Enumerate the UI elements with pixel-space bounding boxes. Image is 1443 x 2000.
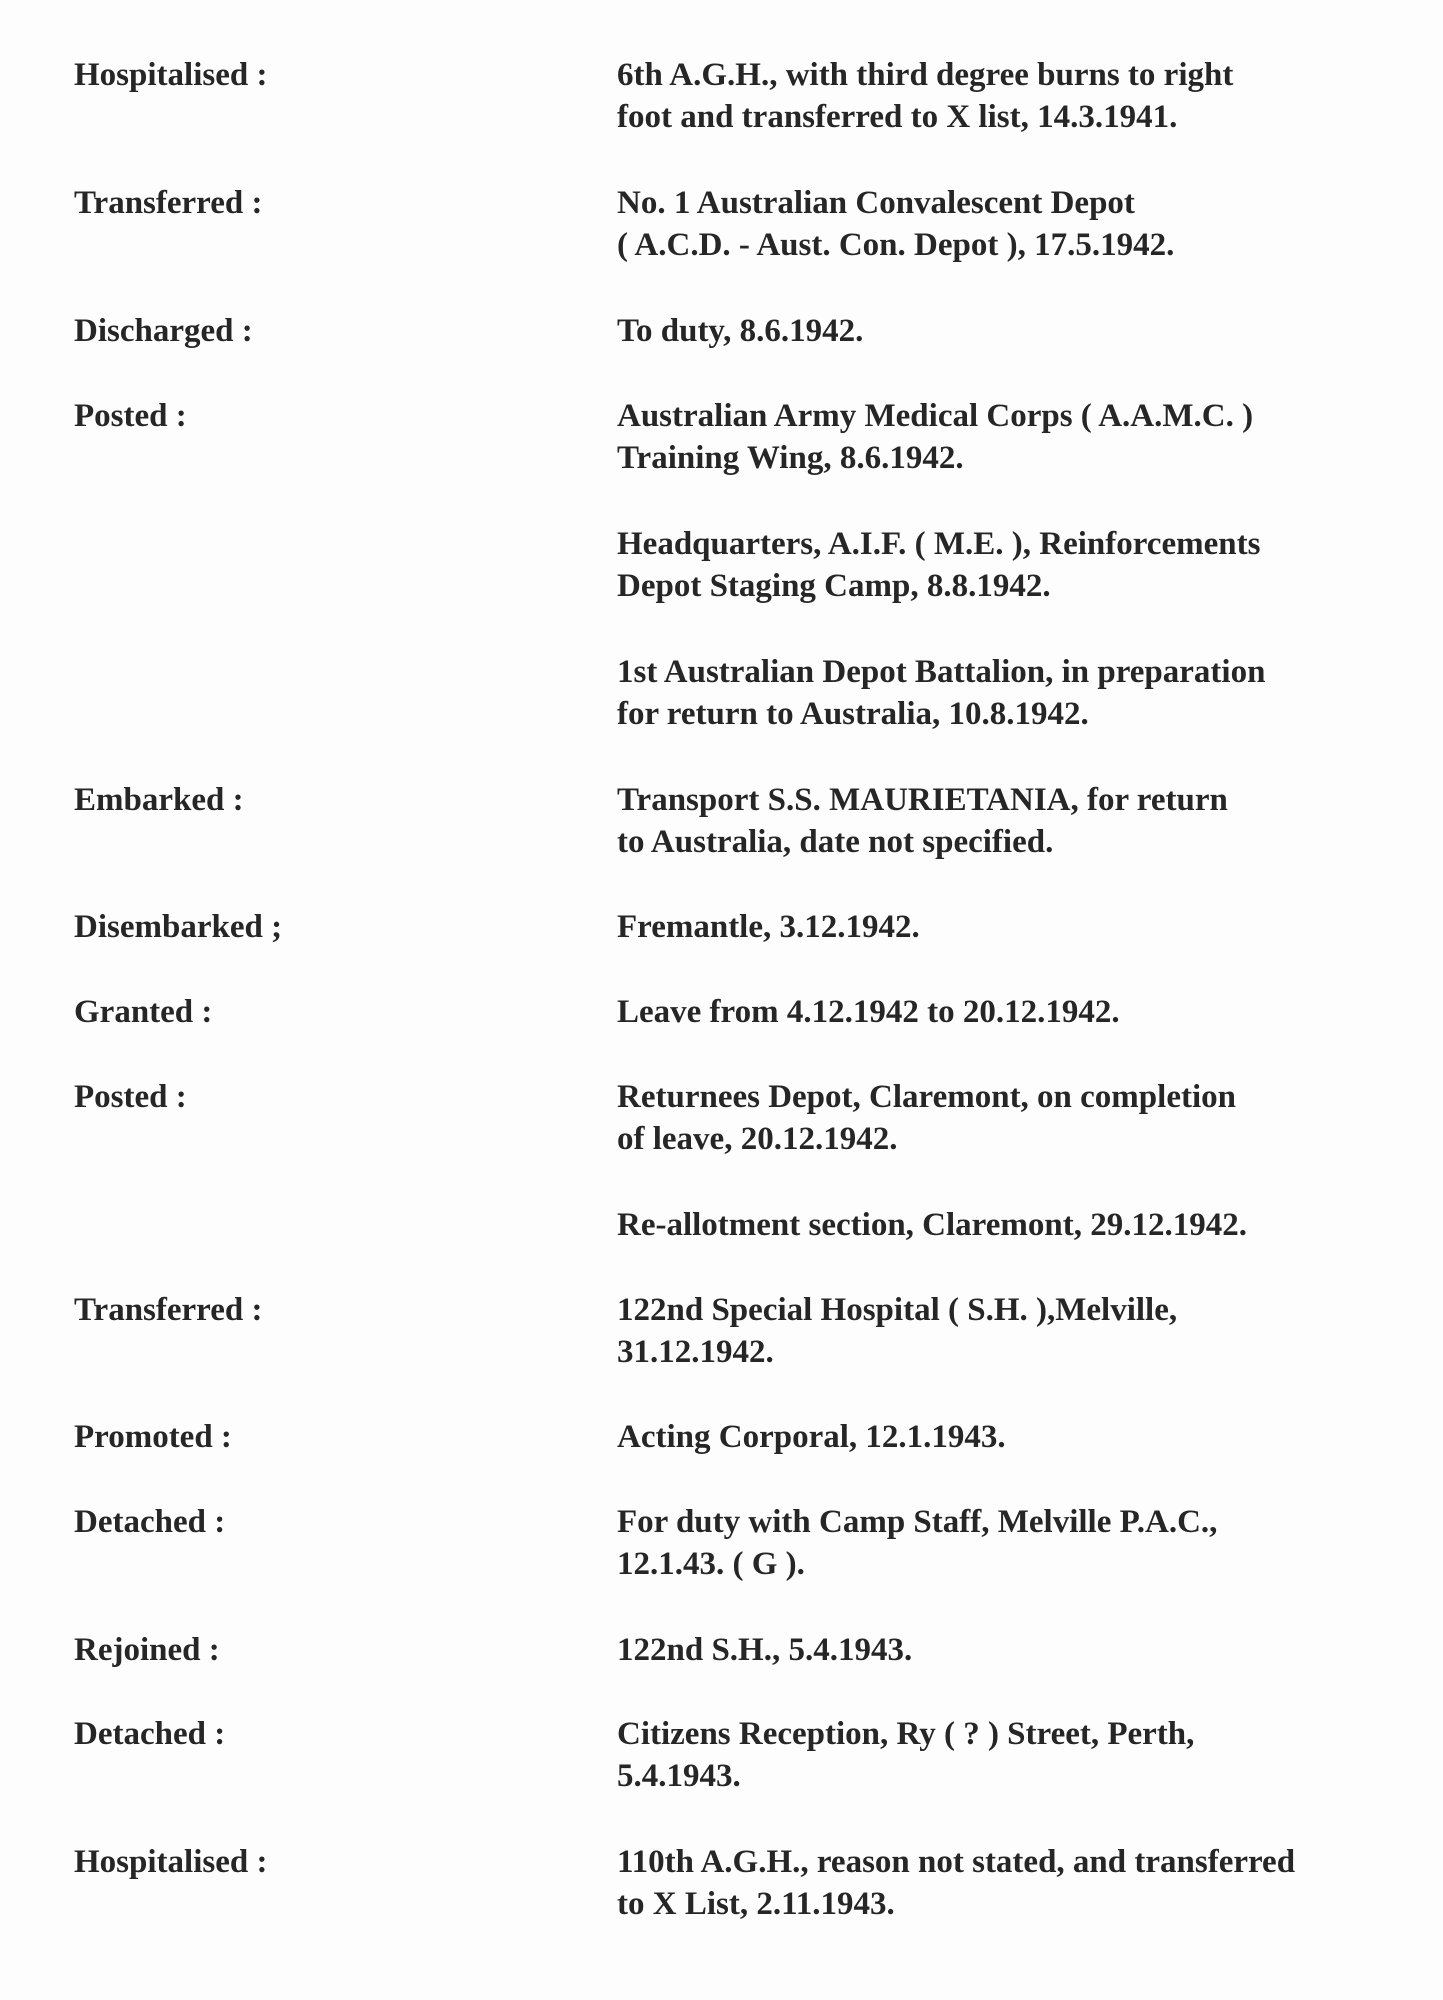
entry-detail-line: to Australia, date not specified. — [617, 824, 1054, 860]
entry-label: Posted : — [74, 1079, 187, 1115]
entry-label: Hospitalised : — [74, 57, 268, 93]
entry-detail-line: Citizens Reception, Ry ( ? ) Street, Perth, — [617, 1716, 1195, 1752]
entry-label: Granted : — [74, 994, 213, 1030]
entry-detail-line: Acting Corporal, 12.1.1943. — [617, 1419, 1006, 1455]
entry-detail-line: 110th A.G.H., reason not stated, and transferred — [617, 1844, 1296, 1880]
entry-detail-line: Transport S.S. MAURIETANIA, for return — [617, 782, 1228, 818]
entry-detail-line: foot and transferred to X list, 14.3.1941. — [617, 99, 1178, 135]
entry-label: Transferred : — [74, 185, 263, 221]
entry-label: Disembarked ; — [74, 909, 283, 945]
entry-label: Discharged : — [74, 313, 253, 349]
entry-detail-line: 12.1.43. ( G ). — [617, 1546, 805, 1582]
entry-label: Embarked : — [74, 782, 244, 818]
entry-label: Rejoined : — [74, 1632, 220, 1668]
entry-label: Hospitalised : — [74, 1844, 268, 1880]
entry-detail-line: 122nd Special Hospital ( S.H. ),Melville, — [617, 1292, 1178, 1328]
entry-detail-line: 122nd S.H., 5.4.1943. — [617, 1632, 913, 1668]
entry-detail-line: Training Wing, 8.6.1942. — [617, 440, 964, 476]
entry-detail-line: Depot Staging Camp, 8.8.1942. — [617, 568, 1051, 604]
entry-detail-line: Australian Army Medical Corps ( A.A.M.C. ) — [617, 398, 1254, 434]
entry-detail-line: 5.4.1943. — [617, 1758, 741, 1794]
entry-detail-line: for return to Australia, 10.8.1942. — [617, 696, 1089, 732]
entry-detail-line: 1st Australian Depot Battalion, in preparation — [617, 654, 1266, 690]
entry-detail-line: to X List, 2.11.1943. — [617, 1886, 895, 1922]
entry-detail-line: For duty with Camp Staff, Melville P.A.C., — [617, 1504, 1218, 1540]
entry-detail-line: ( A.C.D. - Aust. Con. Depot ), 17.5.1942. — [617, 227, 1175, 263]
entry-detail-line: To duty, 8.6.1942. — [617, 313, 864, 349]
entry-detail-line: of leave, 20.12.1942. — [617, 1121, 898, 1157]
entry-label: Posted : — [74, 398, 187, 434]
entry-detail-line: Fremantle, 3.12.1942. — [617, 909, 920, 945]
entry-label: Promoted : — [74, 1419, 232, 1455]
entry-detail-line: 6th A.G.H., with third degree burns to right — [617, 57, 1234, 93]
entry-detail-line: Leave from 4.12.1942 to 20.12.1942. — [617, 994, 1120, 1030]
entry-detail-line: 31.12.1942. — [617, 1334, 774, 1370]
entry-detail-line: Returnees Depot, Claremont, on completion — [617, 1079, 1236, 1115]
entry-label: Transferred : — [74, 1292, 263, 1328]
entry-detail-line: Re-allotment section, Claremont, 29.12.1942. — [617, 1207, 1247, 1243]
entry-label: Detached : — [74, 1504, 226, 1540]
entry-label: Detached : — [74, 1716, 226, 1752]
entry-detail-line: Headquarters, A.I.F. ( M.E. ), Reinforcements — [617, 526, 1261, 562]
entry-detail-line: No. 1 Australian Convalescent Depot — [617, 185, 1135, 221]
